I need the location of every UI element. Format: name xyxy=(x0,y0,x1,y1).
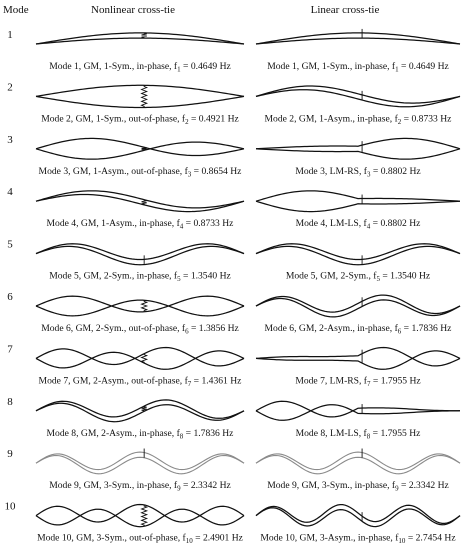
nonlinear-mode-shape xyxy=(36,244,244,283)
caption-text: Mode 2, GM, 1-Sym., out-of-phase, f xyxy=(41,113,186,125)
lower-cable xyxy=(256,90,460,107)
frequency-subscript: 8 xyxy=(366,432,371,441)
mode-number: 5 xyxy=(7,238,13,251)
mode-number: 10 xyxy=(4,500,16,513)
frequency-value: = 0.8733 Hz xyxy=(401,113,452,125)
frequency-subscript: 5 xyxy=(376,275,380,284)
frequency-subscript: 9 xyxy=(395,484,399,493)
nonlinear-column-title: Nonlinear cross-tie xyxy=(91,4,175,16)
nonlinear-cross-tie-spring xyxy=(142,505,147,526)
lower-cable xyxy=(36,96,244,107)
nonlinear-cross-tie-spring xyxy=(142,85,147,107)
caption-text: Mode 1, GM, 1-Sym., in-phase, f xyxy=(49,61,178,72)
caption-text: Mode 6, GM, 2-Sym., out-of-phase, f xyxy=(41,323,186,334)
frequency-subscript: 3 xyxy=(187,170,192,179)
frequency-value: = 1.7836 Hz xyxy=(183,427,234,439)
lower-cable xyxy=(256,298,460,316)
caption-text: Mode 3, LM-RS, f xyxy=(295,165,367,177)
nonlinear-mode-shape xyxy=(36,296,244,335)
mode-row xyxy=(7,396,460,441)
caption-text: Mode 6, GM, 2-Asym., in-phase, f xyxy=(264,323,398,334)
frequency-value: = 0.8733 Hz xyxy=(183,218,234,230)
frequency-value: = 0.8654 Hz xyxy=(191,165,242,177)
frequency-value: = 0.8802 Hz xyxy=(370,165,421,177)
caption-text: Mode 8, LM-LS, f xyxy=(295,427,367,439)
frequency-value: = 1.3540 Hz xyxy=(180,270,231,282)
lower-cable xyxy=(36,142,244,159)
frequency-value: = 1.3540 Hz xyxy=(379,270,431,282)
upper-cable xyxy=(256,401,460,417)
lower-cable xyxy=(36,246,244,264)
upper-cable xyxy=(36,505,244,523)
frequency-subscript: 10 xyxy=(185,537,193,546)
linear-mode-caption xyxy=(295,375,420,388)
frequency-subscript: 2 xyxy=(185,117,189,126)
upper-cable xyxy=(36,400,244,418)
upper-cable xyxy=(256,86,460,103)
lower-cable xyxy=(256,456,460,474)
upper-cable xyxy=(256,138,460,148)
mode-row xyxy=(7,448,460,493)
linear-mode-caption xyxy=(267,61,449,74)
nonlinear-mode-shape xyxy=(36,449,244,493)
mode-number: 8 xyxy=(7,395,13,408)
nonlinear-mode-caption xyxy=(47,428,234,441)
frequency-subscript: 4 xyxy=(179,222,184,231)
caption-text: Mode 4, GM, 1-Asym., in-phase, f xyxy=(46,218,180,230)
frequency-value: = 2.3342 Hz xyxy=(398,480,449,492)
frequency-value: = 1.7836 Hz xyxy=(401,323,452,334)
frequency-subscript: 10 xyxy=(398,537,406,546)
lower-cable xyxy=(256,405,460,421)
frequency-value: = 1.7955 Hz xyxy=(370,427,421,439)
frequency-value: = 2.4901 Hz xyxy=(192,532,243,544)
caption-text: Mode 7, GM, 2-Asym., out-of-phase, f xyxy=(38,375,188,387)
linear-mode-shape xyxy=(256,401,460,440)
upper-cable xyxy=(256,452,460,470)
frequency-subscript: 6 xyxy=(185,327,189,336)
caption-text: Mode 7, LM-RS, f xyxy=(295,375,367,387)
caption-text: Mode 5, GM, 2-Sym., f xyxy=(285,270,377,282)
lower-cable xyxy=(256,149,460,159)
linear-mode-caption xyxy=(295,166,420,179)
frequency-subscript: 3 xyxy=(367,170,371,179)
caption-text: Mode 4, LM-LS, f xyxy=(295,218,367,230)
frequency-value: = 0.4649 Hz xyxy=(180,61,231,72)
frequency-subscript: 1 xyxy=(395,65,399,74)
nonlinear-mode-shape xyxy=(36,348,244,388)
upper-cable xyxy=(256,295,460,313)
linear-mode-caption xyxy=(265,323,452,336)
frequency-value: = 0.8802 Hz xyxy=(370,218,421,230)
linear-mode-shape xyxy=(256,29,460,74)
caption-text: Mode 9, GM, 3-Sym., in-phase, f xyxy=(267,480,396,492)
frequency-value: = 1.4361 Hz xyxy=(191,375,242,387)
lower-cable xyxy=(36,351,244,369)
caption-text: Mode 9, GM, 3-Sym., in-phase, f xyxy=(49,480,178,492)
nonlinear-mode-caption xyxy=(41,113,239,126)
mode-number: 1 xyxy=(7,29,13,41)
linear-mode-caption xyxy=(267,480,449,493)
frequency-value: = 1.7955 Hz xyxy=(370,375,421,387)
nonlinear-mode-shape xyxy=(36,505,244,546)
mode-row xyxy=(7,134,460,179)
frequency-subscript: 6 xyxy=(397,327,402,336)
nonlinear-mode-caption xyxy=(49,480,231,493)
mode-number: 6 xyxy=(7,291,13,303)
frequency-subscript: 1 xyxy=(177,65,181,74)
linear-mode-caption xyxy=(296,428,421,441)
nonlinear-mode-caption xyxy=(47,218,234,231)
mode-row xyxy=(5,501,461,545)
nonlinear-mode-shape xyxy=(36,33,244,74)
caption-text: Mode 10, GM, 3-Sym., out-of-phase, f xyxy=(37,532,186,544)
linear-mode-caption xyxy=(286,271,430,284)
upper-cable xyxy=(36,85,244,96)
linear-mode-shape xyxy=(256,505,460,545)
linear-column-title: Linear cross-tie xyxy=(310,4,380,16)
frequency-value: = 2.7454 Hz xyxy=(405,532,456,544)
upper-cable xyxy=(36,348,244,366)
lower-cable xyxy=(36,509,244,527)
mode-number: 9 xyxy=(7,448,13,461)
mode-number: 3 xyxy=(7,133,13,146)
mode-column-header: Mode xyxy=(3,4,29,16)
upper-cable xyxy=(256,348,460,366)
frequency-subscript: 4 xyxy=(366,222,371,231)
mode-number: 4 xyxy=(7,186,13,199)
linear-mode-shape xyxy=(256,449,460,493)
frequency-value: = 2.3342 Hz xyxy=(180,480,231,492)
frequency-value: = 1.3856 Hz xyxy=(188,323,239,334)
mode-row xyxy=(7,291,460,336)
lower-cable xyxy=(36,300,244,316)
upper-cable xyxy=(36,138,244,155)
caption-text: Mode 8, GM, 2-Asym., in-phase, f xyxy=(46,427,180,439)
frequency-value: = 0.4921 Hz xyxy=(188,113,239,125)
caption-text: Mode 5, GM, 2-Sym., in-phase, f xyxy=(49,270,178,282)
nonlinear-mode-caption xyxy=(37,533,243,546)
mode-row xyxy=(7,29,460,74)
lower-cable xyxy=(36,403,244,421)
frequency-subscript: 2 xyxy=(397,117,402,126)
nonlinear-mode-shape xyxy=(36,138,244,178)
frequency-value: = 0.4649 Hz xyxy=(398,61,449,72)
mode-row xyxy=(7,239,460,284)
caption-text: Mode 3, GM, 1-Asym., out-of-phase, f xyxy=(38,165,188,177)
caption-text: Mode 2, GM, 1-Asym., in-phase, f xyxy=(264,113,398,125)
nonlinear-cross-tie-spring xyxy=(142,300,147,312)
linear-mode-caption xyxy=(260,533,455,546)
upper-cable xyxy=(36,296,244,312)
nonlinear-mode-shape xyxy=(36,85,244,126)
mode-rows xyxy=(5,29,461,545)
frequency-subscript: 8 xyxy=(179,432,184,441)
frequency-subscript: 7 xyxy=(367,379,371,388)
nonlinear-mode-caption xyxy=(49,61,231,74)
upper-cable xyxy=(36,191,244,208)
mode-number: 7 xyxy=(7,343,13,356)
frequency-subscript: 7 xyxy=(187,379,192,388)
linear-mode-shape xyxy=(256,191,460,231)
frequency-subscript: 9 xyxy=(177,484,181,493)
nonlinear-mode-caption xyxy=(39,166,242,179)
linear-mode-caption xyxy=(296,218,421,231)
lower-cable xyxy=(36,456,244,474)
upper-cable xyxy=(36,452,244,470)
linear-mode-shape xyxy=(256,244,460,283)
nonlinear-cross-tie-spring xyxy=(142,33,147,38)
linear-mode-shape xyxy=(256,295,460,335)
linear-mode-shape xyxy=(256,138,460,178)
lower-cable xyxy=(256,351,460,369)
upper-cable xyxy=(256,191,460,201)
lower-cable xyxy=(36,194,244,211)
nonlinear-mode-shape xyxy=(36,191,244,231)
frequency-subscript: 5 xyxy=(177,275,181,284)
lower-cable xyxy=(256,201,460,211)
linear-mode-shape xyxy=(256,86,460,126)
linear-mode-caption xyxy=(265,113,452,126)
linear-mode-shape xyxy=(256,348,460,388)
caption-text: Mode 10, GM, 3-Asym., in-phase, f xyxy=(260,532,399,544)
caption-text: Mode 1, GM, 1-Sym., in-phase, f xyxy=(267,61,396,72)
nonlinear-cross-tie-spring xyxy=(142,200,147,205)
nonlinear-mode-caption xyxy=(49,271,231,284)
lower-cable xyxy=(256,246,460,264)
nonlinear-mode-caption xyxy=(41,323,239,336)
mode-row xyxy=(7,343,460,388)
nonlinear-mode-shape xyxy=(36,400,244,440)
mode-row xyxy=(7,81,460,126)
nonlinear-mode-caption xyxy=(39,375,242,388)
mode-number: 2 xyxy=(7,81,13,94)
mode-row xyxy=(7,186,460,231)
